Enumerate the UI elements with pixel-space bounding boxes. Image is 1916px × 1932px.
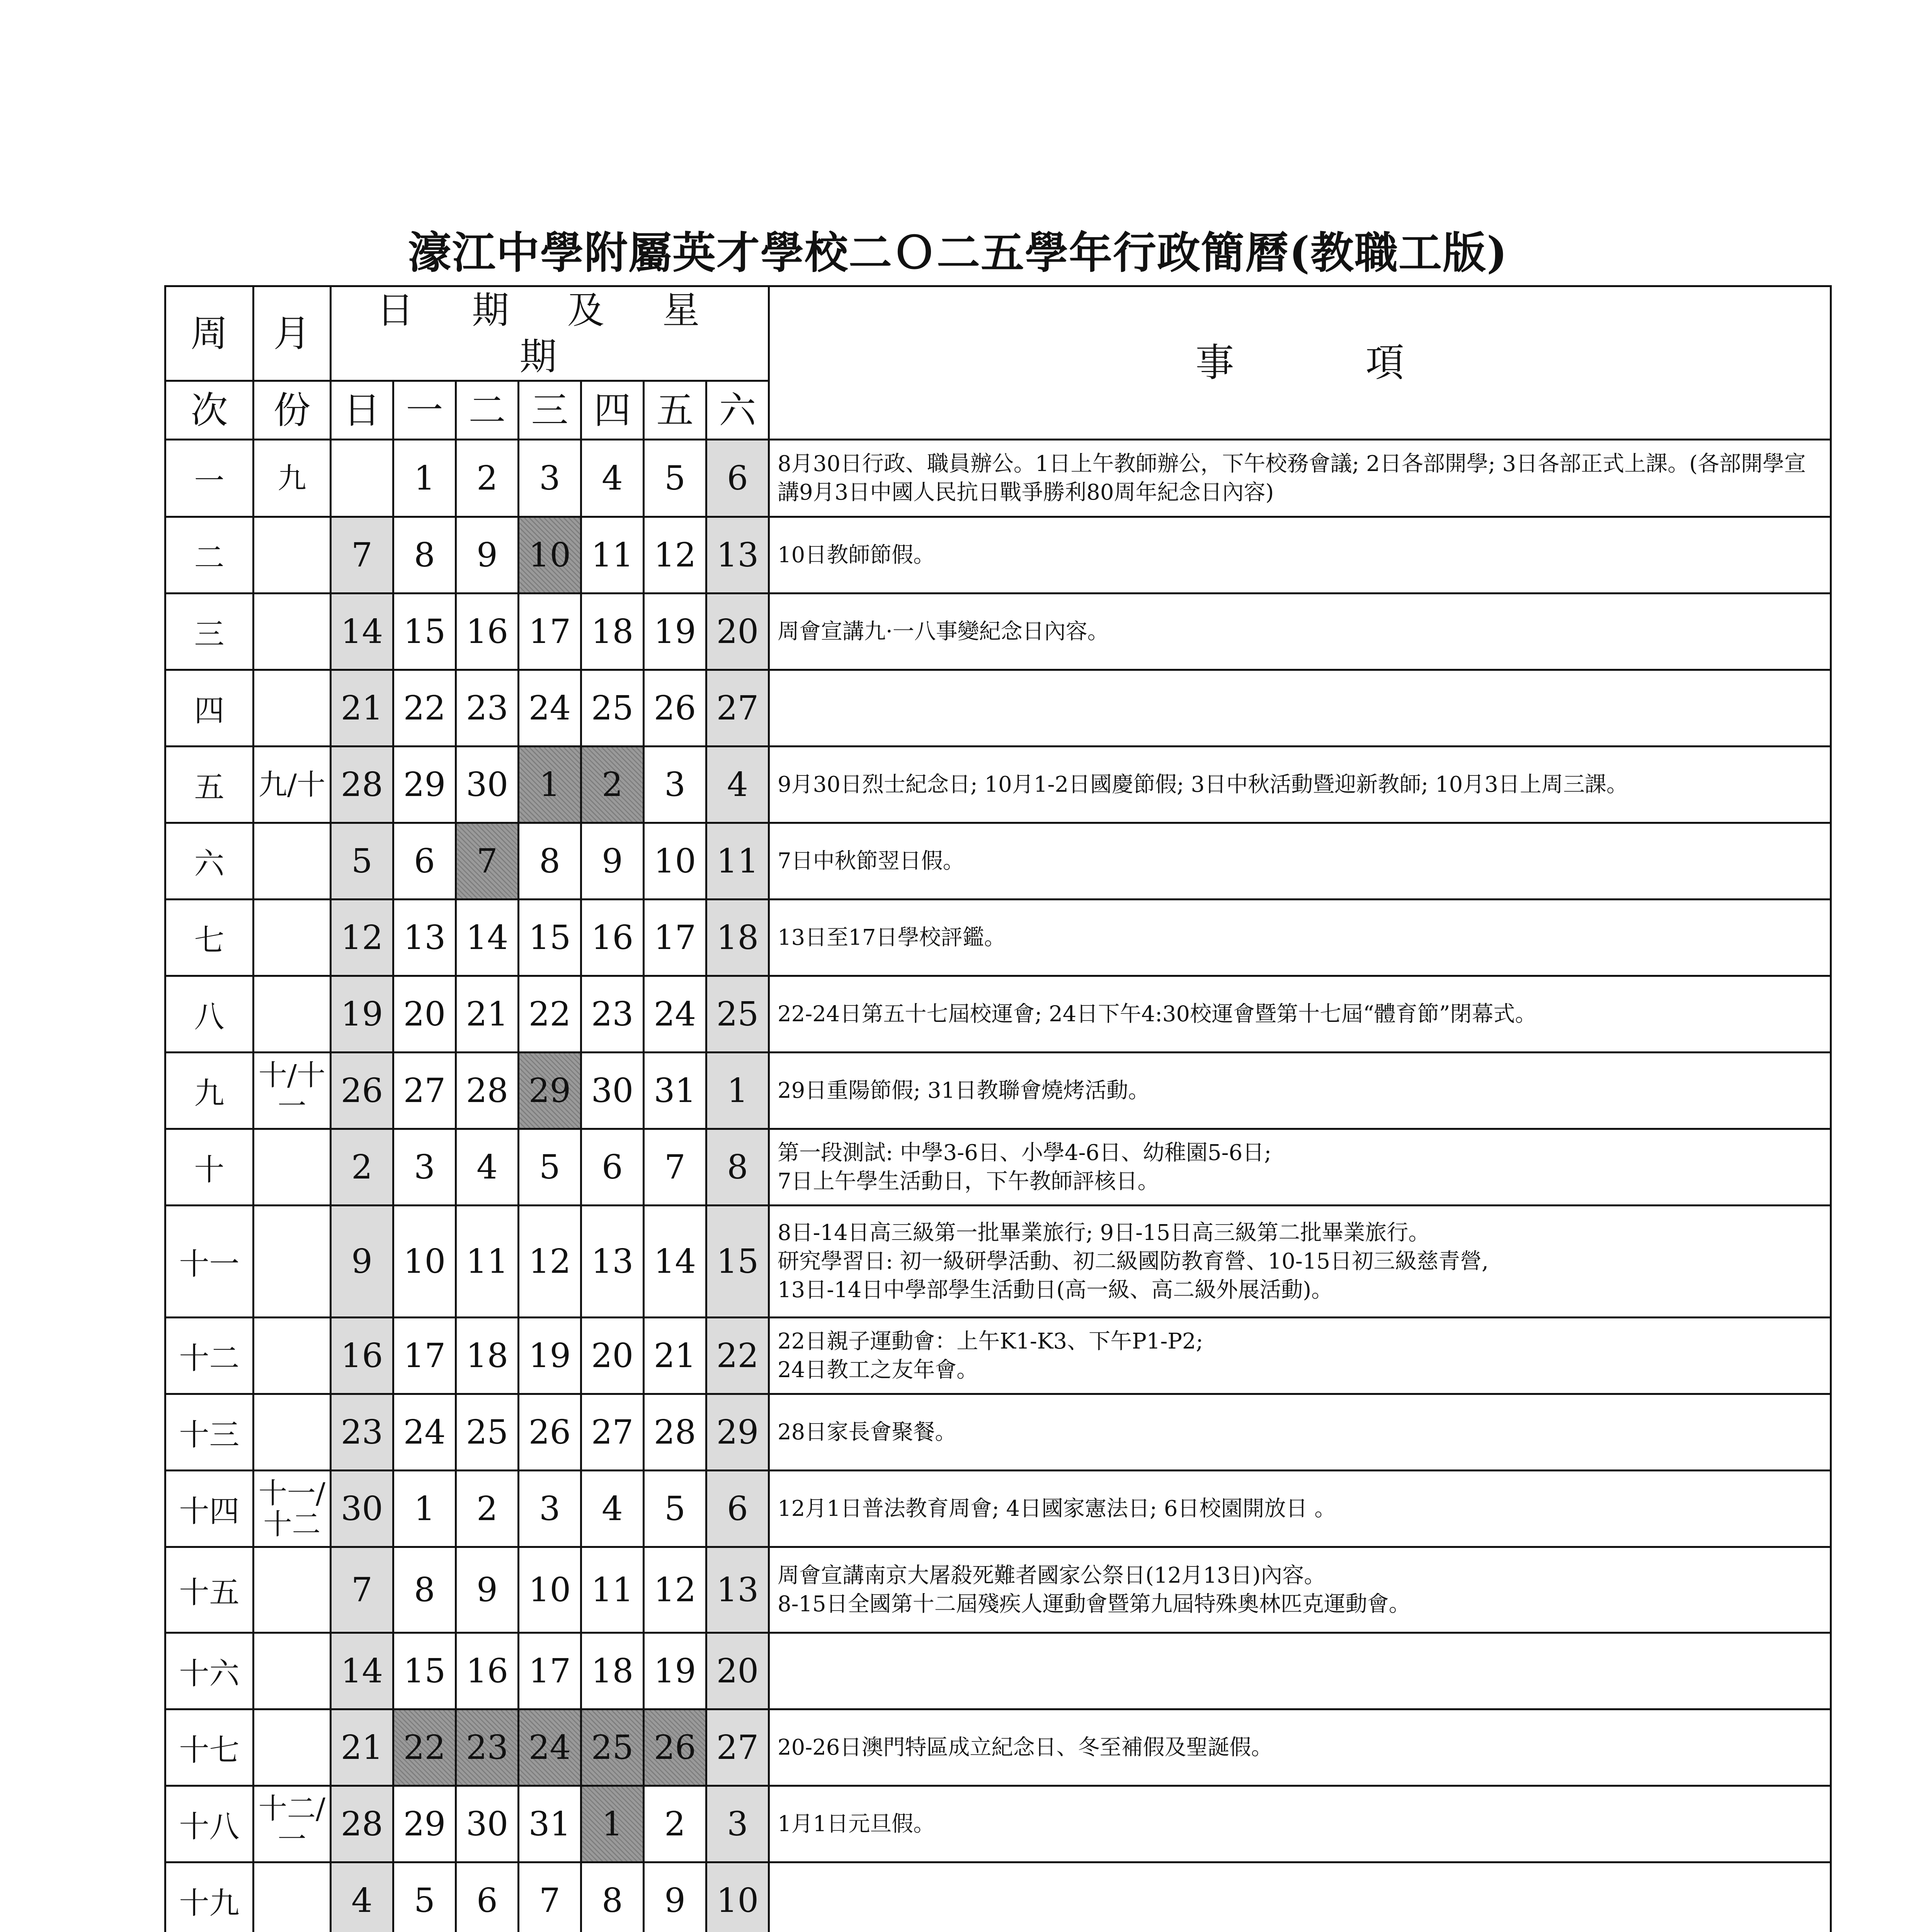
- date-cell: 31: [644, 1053, 706, 1129]
- event-cell: 周會宣講南京大屠殺死難者國家公祭日(12月13日)內容。 8-15日全國第十二屆殘疾人運動會暨第九屆特殊奧林匹克運動會。: [769, 1547, 1831, 1633]
- week-number-cell: 五: [165, 747, 254, 823]
- date-cell: 3: [644, 747, 706, 823]
- calendar-title: 濠江中學附屬英才學校二Ｏ二五學年行政簡曆(教職工版): [408, 228, 1508, 278]
- holiday-date-cell: 2: [581, 747, 644, 823]
- date-cell: 3: [393, 1129, 456, 1206]
- date-cell: 9: [644, 1862, 706, 1932]
- date-cell: 6: [393, 823, 456, 900]
- date-cell: 15: [393, 1633, 456, 1709]
- month-cell: 十二/一: [254, 1786, 331, 1862]
- date-cell: 4: [706, 747, 769, 823]
- date-cell: 5: [331, 823, 393, 900]
- date-cell: 29: [393, 1786, 456, 1862]
- events-header-char: 項: [1365, 340, 1404, 385]
- week-row: [165, 823, 1831, 900]
- date-cell: 2: [644, 1786, 706, 1862]
- month-cell: [254, 1206, 331, 1318]
- week-number-cell: 十二: [165, 1318, 254, 1394]
- week-number-cell: 十八: [165, 1786, 254, 1862]
- date-cell: 30: [331, 1471, 393, 1547]
- date-cell: 8: [706, 1129, 769, 1206]
- date-cell: 14: [331, 1633, 393, 1709]
- date-cell: 11: [581, 1547, 644, 1633]
- date-cell: 4: [331, 1862, 393, 1932]
- week-row: [165, 747, 1831, 823]
- week-number-cell: 九: [165, 1053, 254, 1129]
- month-cell: [254, 594, 331, 670]
- event-cell: [769, 1633, 1831, 1709]
- week-number-cell: 十五: [165, 1547, 254, 1633]
- date-cell: 9: [581, 823, 644, 900]
- month-cell: [254, 1394, 331, 1471]
- month-header-bottom: 份: [254, 381, 331, 440]
- date-cell: 23: [331, 1394, 393, 1471]
- date-cell: 27: [706, 670, 769, 747]
- date-cell: 3: [519, 1471, 581, 1547]
- week-header-bottom: 次: [165, 381, 254, 440]
- holiday-date-cell: 25: [581, 1709, 644, 1786]
- date-cell: 30: [456, 1786, 519, 1862]
- date-cell: 28: [331, 747, 393, 823]
- date-cell: 13: [706, 1547, 769, 1633]
- month-cell: [254, 1129, 331, 1206]
- date-cell: 10: [644, 823, 706, 900]
- week-row: [165, 670, 1831, 747]
- week-number-cell: 十: [165, 1129, 254, 1206]
- date-cell: 17: [644, 900, 706, 976]
- weekday-header: 日: [331, 381, 393, 440]
- week-row: [165, 1862, 1831, 1932]
- date-cell: 26: [519, 1394, 581, 1471]
- week-number-cell: 十三: [165, 1394, 254, 1471]
- date-cell: 8: [581, 1862, 644, 1932]
- date-cell: 27: [581, 1394, 644, 1471]
- week-number-cell: 十六: [165, 1633, 254, 1709]
- event-cell: 10日教師節假。: [769, 517, 1831, 594]
- weekday-header: 二: [456, 381, 519, 440]
- date-cell: 25: [581, 670, 644, 747]
- date-cell: 22: [519, 976, 581, 1053]
- week-number-cell: 十四: [165, 1471, 254, 1547]
- date-cell: 21: [456, 976, 519, 1053]
- event-cell: 12月1日普法教育周會; 4日國家憲法日; 6日校園開放日 。: [769, 1471, 1831, 1547]
- date-cell: 19: [331, 976, 393, 1053]
- date-cell: 9: [456, 517, 519, 594]
- date-cell: 24: [644, 976, 706, 1053]
- event-cell: 第一段測試: 中學3-6日、小學4-6日、幼稚園5-6日; 7日上午學生活動日，下午教師評核日。: [769, 1129, 1831, 1206]
- calendar-table: [164, 285, 1832, 1932]
- week-row: [165, 1206, 1831, 1318]
- month-cell: 十/十一: [254, 1053, 331, 1129]
- week-row: [165, 594, 1831, 670]
- date-cell: 12: [519, 1206, 581, 1318]
- events-header-char: 事: [1195, 340, 1234, 385]
- date-cell: 13: [393, 900, 456, 976]
- holiday-date-cell: 24: [519, 1709, 581, 1786]
- holiday-date-cell: 22: [393, 1709, 456, 1786]
- date-cell: 16: [331, 1318, 393, 1394]
- date-cell: 22: [706, 1318, 769, 1394]
- event-cell: 28日家長會聚餐。: [769, 1394, 1831, 1471]
- date-cell: 6: [706, 1471, 769, 1547]
- date-cell: 7: [331, 517, 393, 594]
- weekday-header: 一: [393, 381, 456, 440]
- week-number-cell: 七: [165, 900, 254, 976]
- month-cell: [254, 900, 331, 976]
- event-cell: [769, 670, 1831, 747]
- date-cell: 3: [519, 440, 581, 517]
- date-cell: 19: [519, 1318, 581, 1394]
- event-cell: 29日重陽節假; 31日教聯會燒烤活動。: [769, 1053, 1831, 1129]
- month-cell: 九: [254, 440, 331, 517]
- date-cell: 5: [393, 1862, 456, 1932]
- date-cell: 15: [519, 900, 581, 976]
- week-number-cell: 三: [165, 594, 254, 670]
- date-cell: 17: [393, 1318, 456, 1394]
- date-cell: 12: [331, 900, 393, 976]
- month-cell: [254, 1862, 331, 1932]
- date-cell: 25: [706, 976, 769, 1053]
- event-cell: 8月30日行政、職員辦公。1日上午教師辦公，下午校務會議; 2日各部開學; 3日各部正式上課。(各部開學宣講9月3日中國人民抗日戰爭勝利80周年紀念日內容): [769, 440, 1831, 517]
- date-cell: 2: [331, 1129, 393, 1206]
- event-cell: 22-24日第五十七屆校運會; 24日下午4:30校運會暨第十七屆“體育節”閉幕式。: [769, 976, 1831, 1053]
- date-cell: 23: [581, 976, 644, 1053]
- date-cell: 16: [581, 900, 644, 976]
- date-cell: 8: [393, 1547, 456, 1633]
- date-cell: 10: [706, 1862, 769, 1932]
- date-cell: 12: [644, 1547, 706, 1633]
- date-cell: 14: [331, 594, 393, 670]
- month-cell: [254, 517, 331, 594]
- date-cell: 29: [393, 747, 456, 823]
- date-cell: 14: [644, 1206, 706, 1318]
- date-cell: 13: [581, 1206, 644, 1318]
- week-row: [165, 1547, 1831, 1633]
- date-cell: 4: [456, 1129, 519, 1206]
- event-cell: 周會宣講九·一八事變紀念日內容。: [769, 594, 1831, 670]
- week-number-cell: 一: [165, 440, 254, 517]
- week-number-cell: 十一: [165, 1206, 254, 1318]
- date-cell: 13: [706, 517, 769, 594]
- date-cell: 30: [456, 747, 519, 823]
- week-row: [165, 517, 1831, 594]
- weekday-header: 六: [706, 381, 769, 440]
- week-number-cell: 八: [165, 976, 254, 1053]
- date-cell: 15: [706, 1206, 769, 1318]
- week-number-cell: 六: [165, 823, 254, 900]
- event-cell: 22日親子運動會：上午K1-K3、下午P1-P2; 24日教工之友年會。: [769, 1318, 1831, 1394]
- date-cell: 14: [456, 900, 519, 976]
- week-row: [165, 1394, 1831, 1471]
- date-cell: 8: [519, 823, 581, 900]
- date-cell: 28: [644, 1394, 706, 1471]
- event-cell: 9月30日烈士紀念日; 10月1-2日國慶節假; 3日中秋活動暨迎新教師; 10月3日上周三課。: [769, 747, 1831, 823]
- week-row: [165, 1786, 1831, 1862]
- week-number-cell: 十七: [165, 1709, 254, 1786]
- date-cell: 1: [393, 1471, 456, 1547]
- holiday-date-cell: 10: [519, 517, 581, 594]
- event-cell: [769, 1862, 1831, 1932]
- date-cell: 18: [581, 594, 644, 670]
- date-cell: [331, 440, 393, 517]
- date-cell: 10: [393, 1206, 456, 1318]
- date-cell: 17: [519, 594, 581, 670]
- date-cell: 11: [706, 823, 769, 900]
- date-cell: 3: [706, 1786, 769, 1862]
- month-cell: [254, 823, 331, 900]
- week-header-top: 周: [165, 286, 254, 381]
- date-cell: 5: [519, 1129, 581, 1206]
- date-cell: 24: [519, 670, 581, 747]
- date-cell: 22: [393, 670, 456, 747]
- weekday-header: 五: [644, 381, 706, 440]
- date-cell: 7: [331, 1547, 393, 1633]
- date-cell: 28: [456, 1053, 519, 1129]
- date-cell: 28: [331, 1786, 393, 1862]
- date-cell: 20: [393, 976, 456, 1053]
- date-cell: 9: [331, 1206, 393, 1318]
- date-cell: 15: [393, 594, 456, 670]
- event-cell: 7日中秋節翌日假。: [769, 823, 1831, 900]
- date-cell: 18: [706, 900, 769, 976]
- date-cell: 1: [393, 440, 456, 517]
- date-cell: 5: [644, 440, 706, 517]
- holiday-date-cell: 1: [519, 747, 581, 823]
- date-cell: 6: [581, 1129, 644, 1206]
- month-cell: [254, 1633, 331, 1709]
- date-cell: 19: [644, 594, 706, 670]
- holiday-date-cell: 7: [456, 823, 519, 900]
- weekday-header: 三: [519, 381, 581, 440]
- date-cell: 2: [456, 440, 519, 517]
- event-cell: 1月1日元旦假。: [769, 1786, 1831, 1862]
- date-cell: 26: [644, 670, 706, 747]
- week-number-cell: 二: [165, 517, 254, 594]
- date-cell: 10: [519, 1547, 581, 1633]
- date-cell: 12: [644, 517, 706, 594]
- week-number-cell: 四: [165, 670, 254, 747]
- date-cell: 29: [706, 1394, 769, 1471]
- date-cell: 31: [519, 1786, 581, 1862]
- week-row: [165, 1318, 1831, 1394]
- date-cell: 21: [331, 670, 393, 747]
- date-cell: 18: [456, 1318, 519, 1394]
- date-cell: 16: [456, 594, 519, 670]
- week-row: [165, 900, 1831, 976]
- month-cell: [254, 1318, 331, 1394]
- date-cell: 20: [706, 1633, 769, 1709]
- month-cell: [254, 1547, 331, 1633]
- date-cell: 11: [456, 1206, 519, 1318]
- week-row: [165, 1633, 1831, 1709]
- holiday-date-cell: 1: [581, 1786, 644, 1862]
- date-cell: 18: [581, 1633, 644, 1709]
- date-cell: 16: [456, 1633, 519, 1709]
- date-cell: 27: [393, 1053, 456, 1129]
- date-cell: 6: [706, 440, 769, 517]
- week-row: [165, 1129, 1831, 1206]
- holiday-date-cell: 26: [644, 1709, 706, 1786]
- week-row: [165, 976, 1831, 1053]
- date-cell: 24: [393, 1394, 456, 1471]
- week-row: [165, 1471, 1831, 1547]
- holiday-date-cell: 29: [519, 1053, 581, 1129]
- month-cell: [254, 1709, 331, 1786]
- date-cell: 20: [706, 594, 769, 670]
- date-cell: 23: [456, 670, 519, 747]
- date-cell: 6: [456, 1862, 519, 1932]
- date-cell: 4: [581, 1471, 644, 1547]
- month-cell: 九/十: [254, 747, 331, 823]
- date-cell: 5: [644, 1471, 706, 1547]
- holiday-date-cell: 23: [456, 1709, 519, 1786]
- date-cell: 17: [519, 1633, 581, 1709]
- month-header-top: 月: [254, 286, 331, 381]
- week-number-cell: 十九: [165, 1862, 254, 1932]
- date-cell: 2: [456, 1471, 519, 1547]
- week-row: [165, 440, 1831, 517]
- event-cell: 8日-14日高三級第一批畢業旅行; 9日-15日高三級第二批畢業旅行。 研究學習日: 初一級研學活動、初二級國防教育營、10-15日初三級慈青營, 13日-14日中學部學生活動日(高一級、高二級外展活動)。: [769, 1206, 1831, 1318]
- date-cell: 7: [519, 1862, 581, 1932]
- events-header: [769, 286, 1831, 440]
- date-cell: 19: [644, 1633, 706, 1709]
- date-cell: 11: [581, 517, 644, 594]
- week-row: [165, 1709, 1831, 1786]
- date-cell: 8: [393, 517, 456, 594]
- weekday-header: 四: [581, 381, 644, 440]
- event-cell: 13日至17日學校評鑑。: [769, 900, 1831, 976]
- date-cell: 9: [456, 1547, 519, 1633]
- date-cell: 30: [581, 1053, 644, 1129]
- month-cell: [254, 670, 331, 747]
- date-cell: 27: [706, 1709, 769, 1786]
- date-cell: 21: [644, 1318, 706, 1394]
- date-cell: 7: [644, 1129, 706, 1206]
- week-row: [165, 1053, 1831, 1129]
- date-cell: 20: [581, 1318, 644, 1394]
- date-cell: 4: [581, 440, 644, 517]
- date-header-title: 日 期 及 星 期: [331, 286, 769, 381]
- date-cell: 26: [331, 1053, 393, 1129]
- date-cell: 21: [331, 1709, 393, 1786]
- date-cell: 25: [456, 1394, 519, 1471]
- event-cell: 20-26日澳門特區成立紀念日、冬至補假及聖誕假。: [769, 1709, 1831, 1786]
- month-cell: [254, 976, 331, 1053]
- month-cell: 十一/十二: [254, 1471, 331, 1547]
- date-cell: 1: [706, 1053, 769, 1129]
